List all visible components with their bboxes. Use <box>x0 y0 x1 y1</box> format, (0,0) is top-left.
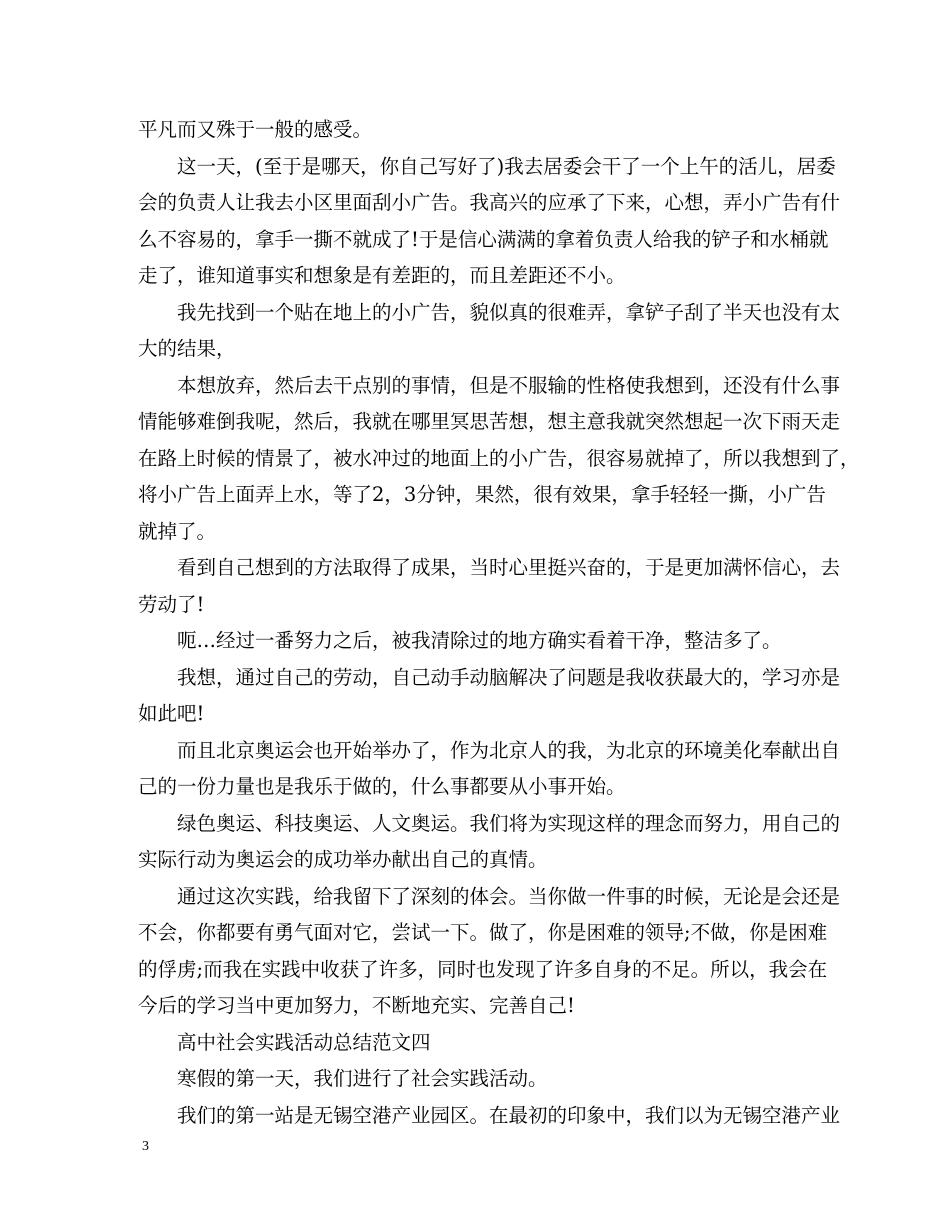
text-line: 在路上时候的情景了，被水冲过的地面上的小广告，很容易就掉了，所以我想到了， <box>138 446 860 470</box>
text-line: 么不容易的，拿手一撕不就成了!于是信心满满的拿着负责人给我的铲子和水桶就 <box>138 227 829 251</box>
text-line: 而且北京奥运会也开始举办了，作为北京人的我，为北京的环境美化奉献出自 <box>177 738 841 762</box>
text-line: 实际行动为奥运会的成功举办献出自己的真情。 <box>138 848 548 871</box>
page-number: 3 <box>142 1139 149 1154</box>
text-line: 寒假的第一天，我们进行了社会实践活动。 <box>177 1067 548 1090</box>
text-line: 我想，通过自己的劳动，自己动手动脑解决了问题是我收获最大的，学习亦是 <box>177 665 841 689</box>
text-line: 呃…经过一番努力之后，被我清除过的地方确实看着干净，整洁多了。 <box>177 629 782 652</box>
text-line: 平凡而又殊于一般的感受。 <box>138 118 373 141</box>
text-line: 这一天，(至于是哪天，你自己写好了)我去居委会干了一个上午的活儿，居委 <box>177 154 836 178</box>
text-line: 的俘虏;而我在实践中收获了许多，同时也发现了许多自身的不足。所以，我会在 <box>138 957 828 981</box>
text-line: 情能够难倒我呢，然后，我就在哪里冥思苦想，想主意我就突然想起一次下雨天走 <box>138 410 841 433</box>
text-line: 今后的学习当中更加努力，不断地充实、完善自己! <box>138 994 575 1017</box>
text-line: 我们的第一站是无锡空港产业园区。在最初的印象中，我们以为无锡空港产业 <box>177 1103 841 1127</box>
document-body <box>138 112 860 1134</box>
text-line: 就掉了。 <box>138 519 217 543</box>
text-line: 高中社会实践活动总结范文四 <box>177 1030 431 1054</box>
text-line: 会的负责人让我去小区里面刮小广告。我高兴的应承了下来，心想，弄小广告有什 <box>138 191 841 214</box>
text-line: 将小广告上面弄上水，等了2，3分钟，果然，很有效果，拿手轻轻一撕，小广告 <box>138 483 826 506</box>
text-line: 大的结果， <box>138 337 236 360</box>
text-line: 如此吧! <box>138 702 205 725</box>
text-line: 走了，谁知道事实和想象是有差距的，而且差距还不小。 <box>138 264 626 287</box>
text-line: 绿色奥运、科技奥运、人文奥运。我们将为实现这样的理念而努力，用自己的 <box>177 811 841 835</box>
text-line: 不会，你都要有勇气面对它，尝试一下。做了，你是困难的领导;不做，你是困难 <box>138 921 828 944</box>
text-line: 通过这次实践，给我留下了深刻的体会。当你做一件事的时候，无论是会还是 <box>177 884 841 908</box>
text-line: 劳动了! <box>138 592 205 616</box>
text-line: 看到自己想到的方法取得了成果，当时心里挺兴奋的，于是更加满怀信心，去 <box>177 556 841 579</box>
text-line: 本想放弃，然后去干点别的事情，但是不服输的性格使我想到，还没有什么事 <box>177 373 841 397</box>
text-line: 己的一份力量也是我乐于做的，什么事都要从小事开始。 <box>138 775 626 798</box>
text-line: 我先找到一个贴在地上的小广告，貌似真的很难弄，拿铲子刮了半天也没有太 <box>177 300 841 324</box>
